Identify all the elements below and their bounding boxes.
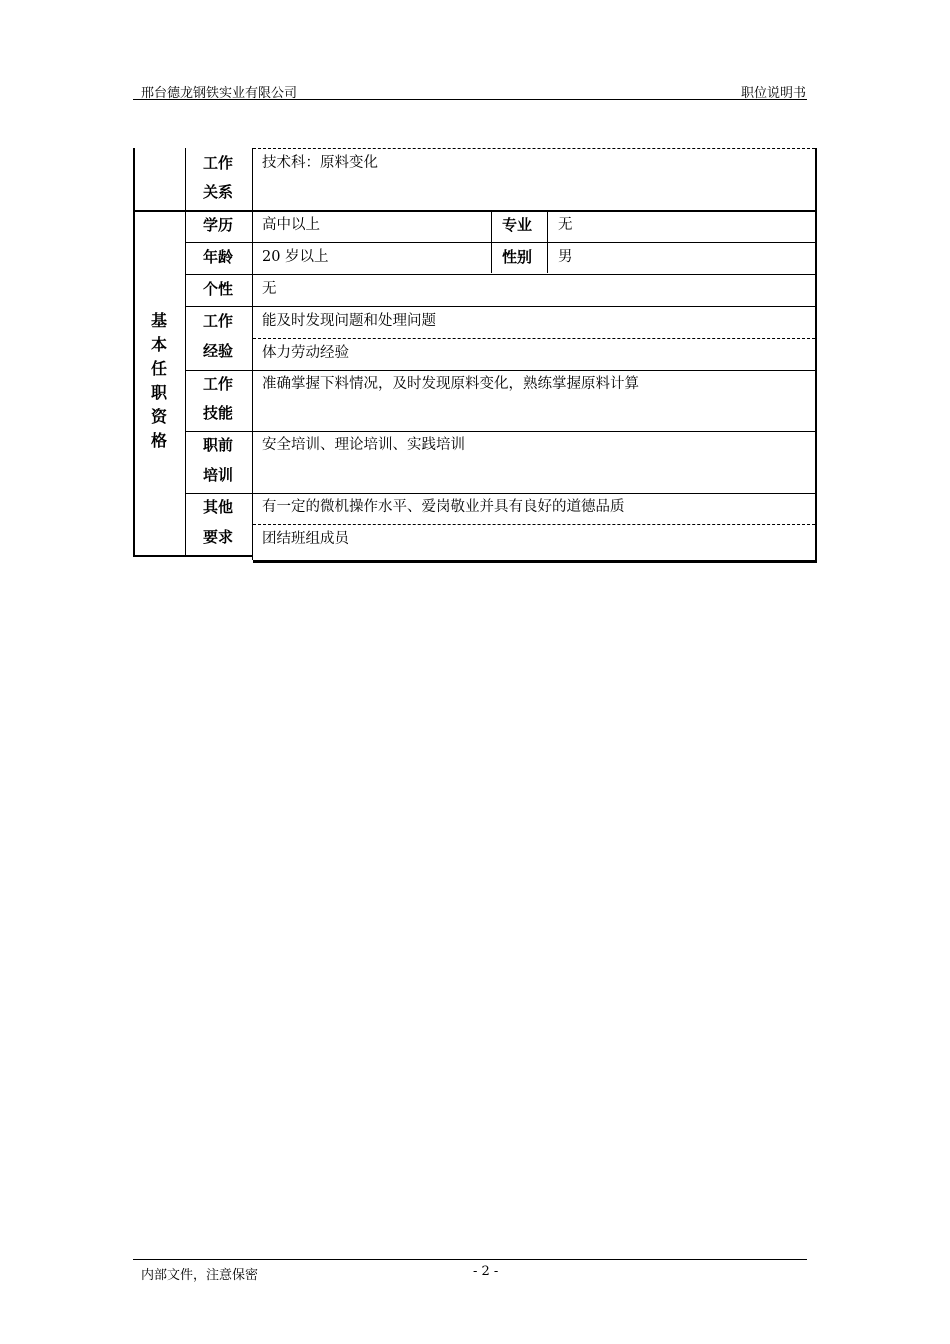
work-relations-label-1: 工作 [203,154,234,172]
skills-value: 准确掌握下料情况，及时发现原料变化，熟练掌握原料计算 [262,376,639,392]
row-line-4 [185,370,815,371]
row-dashed-other [253,524,815,525]
table-bottom-left-border [133,555,253,557]
row-line-3 [185,306,815,307]
table-bottom-right-border [253,560,817,563]
work-relations-value: 技术科：原料变化 [262,155,378,171]
experience-value-2: 体力劳动经验 [262,345,349,361]
other-value-1: 有一定的微机操作水平、爱岗敬业并具有良好的道德品质 [262,499,625,515]
other-value-2: 团结班组成员 [262,531,349,547]
experience-label-2: 经验 [203,342,234,360]
table-top-dashed-border [253,148,815,149]
personality-value: 无 [262,281,277,297]
header-rule [133,99,807,100]
section-divider [133,210,815,212]
education-label: 学历 [203,216,234,234]
training-value: 安全培训、理论培训、实践培训 [262,437,465,453]
footer-page-number: - 2 - [473,1264,499,1279]
gender-label: 性别 [502,248,533,266]
qualification-table [133,148,817,559]
footer-confidential: 内部文件，注意保密 [141,1268,259,1283]
footer-rule [133,1259,807,1260]
age-label: 年龄 [203,248,234,266]
section-title-basic-qualifications: 基本任职资格 [150,311,167,450]
header-doc-type: 职位说明书 [740,86,806,101]
work-relations-label-2: 关系 [203,183,234,201]
header-company: 邢台德龙钢铁实业有限公司 [141,86,298,101]
major-label: 专业 [502,216,533,234]
education-value: 高中以上 [262,217,320,233]
gender-value: 男 [558,249,573,265]
experience-label-1: 工作 [203,312,234,330]
other-label-1: 其他 [203,498,234,516]
training-label-2: 培训 [203,466,234,484]
row-line-6 [185,493,815,494]
major-value: 无 [558,217,573,233]
row-line-1 [185,242,815,243]
row-dashed-experience [253,338,815,339]
row-line-5 [185,431,815,432]
table-right-border [815,148,817,561]
age-value: 20 岁以上 [262,249,329,265]
training-label-1: 职前 [203,436,234,454]
personality-label: 个性 [203,280,234,298]
other-label-2: 要求 [203,528,234,546]
row-line-2 [185,274,815,275]
skills-label-1: 工作 [203,375,234,393]
skills-label-2: 技能 [203,404,234,422]
experience-value-1: 能及时发现问题和处理问题 [262,313,436,329]
